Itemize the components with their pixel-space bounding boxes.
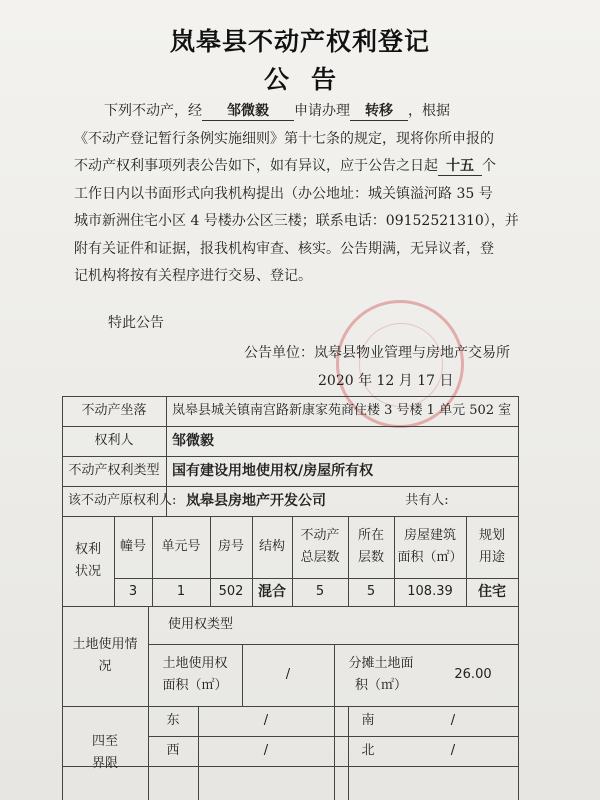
rights-label-line: 权利 (74, 542, 101, 557)
header-planned-use (466, 516, 518, 578)
land-area-label-line: 面积（㎡） (162, 678, 228, 693)
north-label: 北 (361, 743, 375, 758)
right-type-label: 不动产权利类型 (68, 463, 160, 478)
issuing-unit-label: 公告单位： (244, 345, 314, 361)
rights-status-label (62, 516, 114, 606)
south-label: 南 (361, 713, 375, 728)
notice-line-7: 记机构将按有关程序进行交易、登记。 (74, 268, 312, 284)
value-room: 502 (218, 584, 244, 599)
land-area-value: / (285, 667, 291, 682)
closing-statement: 特此公告 (108, 315, 164, 331)
notice-date: 2020 年 12 月 17 日 (318, 373, 454, 389)
applicant-name: 邹微毅 (202, 102, 294, 121)
header-room: 房号 (217, 539, 244, 554)
header-line: 不动产 (300, 528, 340, 543)
property-table (62, 396, 518, 800)
rights-label-line: 状况 (74, 564, 101, 579)
value-floor: 5 (366, 584, 376, 599)
notice-line-3 (74, 153, 530, 181)
west-value: / (263, 743, 269, 758)
notice-line-4: 工作日内以书面形式向我机构提出（办公地址：城关镇溢河路 35 号 (74, 185, 493, 202)
header-line: 面积（㎡） (397, 550, 463, 565)
value-unit: 1 (176, 584, 186, 599)
shared-area-label-line: 分摊土地面 (348, 656, 414, 671)
value-structure: 混合 (258, 584, 286, 600)
notice-text: 不动产权利事项列表公告如下，如有异议，应于公告之日起 (74, 158, 438, 174)
document-title: 岚皋县不动产权利登记 (169, 27, 430, 56)
land-right-type-label: 使用权类型 (168, 617, 234, 632)
header-structure: 结构 (258, 539, 285, 554)
objection-days: 十五 (438, 157, 482, 176)
header-unit: 单元号 (161, 539, 201, 554)
header-line: 规划 (478, 528, 505, 543)
notice-line-1 (74, 98, 530, 126)
east-label: 东 (166, 713, 180, 728)
boundaries-label-line: 四至 (91, 734, 118, 749)
boundaries-label-line: 界限 (91, 756, 118, 771)
header-total-floors (292, 516, 348, 578)
shared-area-label-line: 积（㎡） (354, 678, 407, 693)
header-line: 总层数 (300, 550, 340, 565)
land-use-label (62, 606, 148, 706)
right-type-value: 国有建设用地使用权/房屋所有权 (172, 463, 374, 479)
owner-value: 邹微毅 (172, 433, 214, 449)
value-floor-area: 108.39 (407, 584, 453, 599)
notice-line-2: 《不动产登记暂行条例实施细则》第十七条的规定，现将你所申报的 (74, 130, 494, 147)
header-building: 幢号 (119, 539, 146, 554)
owner-label: 权利人 (94, 433, 134, 448)
issuing-unit-name: 岚皋县物业管理与房地产交易所 (314, 345, 510, 361)
document-subtitle: 公告 (263, 65, 358, 94)
shared-area-value: 26.00 (454, 667, 492, 682)
header-floor (348, 516, 394, 578)
seal-inner-ring (359, 323, 443, 407)
land-area-label-line: 土地使用权 (162, 656, 228, 671)
original-owner-value: 岚皋县房地产开发公司 (186, 493, 326, 509)
west-label: 西 (166, 743, 180, 758)
header-line: 所在 (357, 528, 384, 543)
notice-text: 个 (482, 158, 496, 174)
notice-line-5: 城市新洲住宅小区 4 号楼办公区三楼；联系电话：09152521310），并 (74, 213, 519, 229)
boundaries-label (62, 706, 148, 800)
header-line: 房屋建筑 (403, 528, 456, 543)
original-owner-label: 该不动产原权利人: (68, 493, 177, 508)
location-label: 不动产坐落 (81, 403, 147, 418)
notice-text: 申请办理 (294, 103, 350, 119)
header-floor-area (394, 516, 466, 578)
issuing-unit (244, 342, 510, 362)
shared-area-label (334, 644, 428, 706)
south-value: / (450, 713, 456, 728)
notice-line-6: 附有关证件和证据，报我机构审查、核实。公告期满，无异议者，登 (74, 240, 494, 257)
header-line: 用途 (478, 550, 505, 565)
east-value: / (263, 713, 269, 728)
header-line: 层数 (357, 550, 384, 565)
co-owner-label: 共有人: (405, 493, 449, 508)
land-label-line: 况 (98, 659, 112, 674)
land-label-line: 土地使用情 (72, 637, 138, 652)
location-value: 岚皋县城关镇南宫路新康家苑商住楼 3 号楼 1 单元 502 室 (172, 403, 512, 418)
value-building: 3 (128, 584, 138, 599)
land-area-label (148, 644, 242, 706)
notice-body (74, 98, 530, 291)
value-planned-use: 住宅 (478, 584, 506, 600)
notice-text: 下列不动产，经 (104, 103, 202, 119)
transaction-type: 转移 (350, 102, 408, 121)
value-total-floors: 5 (315, 584, 325, 599)
north-value: / (450, 743, 456, 758)
notice-text: ，根据 (408, 103, 450, 119)
